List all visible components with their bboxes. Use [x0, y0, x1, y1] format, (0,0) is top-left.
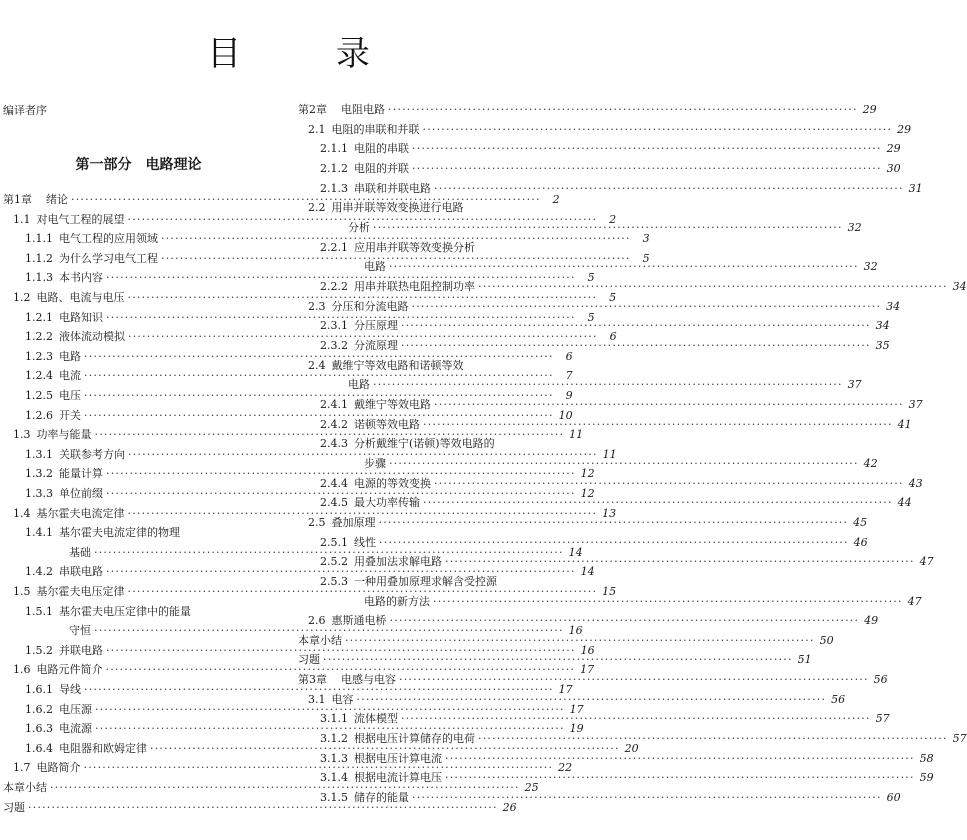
toc-entry-page: 2 [609, 212, 617, 226]
toc-entry[interactable] [3, 487, 595, 501]
toc-entry-number: 1.3.1 [25, 447, 53, 461]
toc-entry-page: 17 [558, 683, 573, 696]
leader-dots [445, 771, 915, 785]
toc-entry-page: 56 [873, 673, 888, 687]
toc-entry[interactable] [298, 594, 922, 609]
leader-dots [478, 280, 948, 294]
toc-entry-label: 电压 [59, 389, 81, 402]
toc-entry-label: 电路的新方法 [364, 594, 430, 608]
toc-entry[interactable] [298, 241, 566, 255]
toc-entry-label: 能量计算 [59, 467, 103, 481]
toc-entry-page: 12 [580, 487, 595, 500]
toc-entry-number: 1.5 [13, 585, 31, 598]
toc-entry-page: 60 [886, 791, 901, 805]
toc-entry-label: 分压原理 [354, 319, 398, 333]
toc-entry-label: 守恒 [69, 624, 91, 638]
toc-entry-label: 电源的等效变换 [354, 476, 431, 490]
toc-entry[interactable] [3, 741, 639, 756]
toc-entry[interactable] [298, 417, 912, 432]
toc-entry[interactable] [3, 781, 539, 795]
toc-entry-label: 用叠加法求解电路 [354, 555, 442, 569]
toc-entry-number: 2.5.2 [320, 555, 348, 569]
toc-entry[interactable] [3, 389, 573, 403]
toc-entry-page: 49 [864, 614, 879, 628]
toc-entry-page: 32 [863, 260, 878, 274]
leader-dots [388, 103, 858, 117]
toc-entry-page: 9 [565, 389, 573, 402]
toc-entry[interactable] [298, 614, 879, 628]
toc-entry[interactable] [3, 565, 595, 579]
toc-entry[interactable] [298, 692, 846, 707]
toc-entry[interactable] [298, 319, 890, 333]
toc-entry-page: 14 [568, 545, 583, 559]
toc-entry-page: 29 [862, 103, 877, 116]
toc-entry-page: 5 [642, 251, 650, 265]
toc-entry[interactable] [298, 220, 862, 235]
toc-entry[interactable] [298, 732, 967, 746]
leader-dots [423, 123, 893, 137]
toc-entry[interactable] [298, 103, 877, 117]
toc-entry[interactable] [3, 369, 573, 383]
leader-dots [399, 673, 869, 687]
toc-entry-number: 3.1.4 [320, 771, 348, 785]
toc-entry-number: 1.1.1 [25, 232, 53, 246]
toc-entry[interactable] [298, 161, 901, 176]
leader-dots [401, 712, 871, 726]
toc-entry[interactable] [3, 428, 584, 442]
toc-entry-label: 电压源 [59, 702, 92, 716]
toc-entry-page: 46 [853, 535, 868, 549]
leader-dots [445, 555, 915, 569]
leader-dots [434, 182, 904, 196]
toc-entry-label: 叠加原理 [331, 515, 376, 529]
part-title: 第一部分 电路理论 [75, 157, 202, 173]
toc-entry[interactable] [3, 545, 583, 560]
toc-entry-number: 1.4 [13, 506, 31, 520]
toc-entry[interactable] [3, 310, 595, 325]
toc-entry-number: 1.2.4 [25, 369, 53, 383]
toc-entry-number: 2.2.2 [320, 279, 348, 293]
toc-entry-page: 34 [952, 279, 967, 293]
toc-entry[interactable] [298, 397, 923, 412]
toc-entry-label: 储存的能量 [354, 791, 409, 805]
toc-entry-number: 2.5 [308, 515, 326, 529]
toc-entry-label: 电阻的并联 [354, 161, 409, 175]
toc-entry-number: 2.3 [308, 299, 326, 313]
toc-entry-page: 5 [587, 310, 595, 324]
toc-entry-label: 用串并联等效变换进行电路 [331, 201, 464, 215]
toc-entry[interactable] [298, 515, 868, 530]
toc-entry[interactable] [3, 506, 617, 521]
toc-entry-label: 电路、电流与电压 [36, 291, 125, 304]
toc-entry[interactable] [298, 279, 967, 294]
toc-entry-page: 16 [568, 624, 583, 638]
toc-entry[interactable] [3, 702, 584, 717]
leader-dots [433, 595, 903, 609]
leader-dots [389, 457, 859, 471]
leader-dots [390, 614, 860, 628]
toc-entry-label: 为什么学习电气工程 [59, 251, 158, 265]
toc-entry[interactable] [298, 476, 923, 491]
toc-entry[interactable] [3, 271, 595, 285]
toc-entry-number: 2.3.1 [320, 319, 348, 333]
toc-entry-label: 用串并联热电阻控制功率 [354, 279, 475, 293]
toc-entry-number: 1.2.1 [25, 310, 53, 324]
toc-entry[interactable] [3, 683, 573, 697]
toc-entry-number: 2.4.2 [320, 417, 348, 431]
toc-entry[interactable] [3, 585, 617, 599]
toc-entry[interactable] [298, 201, 566, 215]
toc-entry-number: 2.1.1 [320, 142, 348, 156]
toc-entry-number: 2.5.3 [320, 574, 348, 588]
toc-entry[interactable] [3, 800, 517, 815]
toc-entry[interactable] [3, 663, 595, 677]
toc-entry-label: 液体流动模拟 [59, 330, 125, 344]
toc-entry-number: 1.6.2 [25, 702, 53, 716]
toc-entry-page: 7 [565, 369, 573, 383]
toc-entry-number: 1.6.4 [25, 741, 53, 755]
toc-entry-page: 6 [609, 330, 617, 344]
toc-entry-number: 2.4.5 [320, 496, 348, 510]
toc-entry-number: 2.4.1 [320, 397, 348, 411]
toc-entry-number: 1.2.3 [25, 349, 53, 363]
toc-entry[interactable] [3, 722, 584, 736]
toc-entry-number: 1.2 [13, 291, 31, 304]
front-matter-entry[interactable] [3, 104, 274, 118]
toc-entry-page: 11 [602, 447, 617, 461]
toc-entry-number: 1.5.2 [25, 643, 53, 657]
toc-entry-page: 20 [624, 741, 639, 755]
toc-entry-label: 对电气工程的展望 [36, 212, 125, 226]
toc-entry-number: 1.6.1 [25, 683, 53, 696]
toc-entry-number: 1.7 [13, 761, 31, 775]
toc-entry-number: 1.2.2 [25, 330, 53, 344]
toc-entry-page: 19 [569, 722, 584, 736]
toc-entry-label: 分析 [348, 220, 370, 234]
toc-entry-page: 50 [819, 633, 834, 647]
leader-dots [379, 536, 849, 550]
toc-entry-page: 26 [502, 800, 517, 814]
toc-entry-number: 2.5.1 [320, 535, 348, 549]
toc-entry-page: 47 [907, 594, 922, 608]
leader-dots [478, 732, 948, 746]
toc-entry[interactable] [3, 447, 617, 462]
toc-entry-label: 电容 [331, 692, 354, 706]
toc-entry[interactable] [298, 437, 566, 451]
toc-entry-page: 30 [886, 161, 901, 175]
toc-entry[interactable] [298, 496, 912, 510]
toc-entry-page: 31 [908, 181, 923, 195]
toc-entry-page: 5 [587, 271, 595, 285]
front-matter-label: 编译者序 [3, 104, 47, 117]
toc-entry-page: 51 [797, 653, 812, 667]
toc-entry-page: 58 [919, 751, 934, 765]
toc-entry-label: 步骤 [364, 456, 386, 470]
toc-entry-page: 29 [886, 142, 901, 156]
toc-entry-number: 第2章 [298, 103, 327, 116]
toc-entry-label: 电阻的串联 [354, 142, 409, 156]
toc-entry-number: 2.2.1 [320, 240, 348, 254]
toc-entry-label: 习题 [298, 653, 320, 667]
toc-entry-page: 37 [847, 378, 862, 392]
toc-entry-page: 14 [580, 565, 595, 579]
toc-entry-page: 15 [602, 585, 617, 598]
toc-entry-number: 2.3.2 [320, 338, 348, 352]
toc-entry-page: 16 [580, 643, 595, 657]
toc-entry-label: 分压和分流电路 [331, 299, 409, 313]
toc-entry[interactable] [3, 761, 573, 775]
toc-entry[interactable] [3, 624, 583, 638]
toc-entry[interactable] [3, 330, 617, 344]
leader-dots [412, 791, 882, 805]
toc-entry[interactable] [298, 359, 566, 373]
toc-entry-page: 13 [602, 506, 617, 520]
toc-entry-label: 导线 [59, 683, 81, 696]
toc-entry[interactable] [298, 535, 868, 550]
toc-entry-page: 37 [908, 397, 923, 411]
toc-entry-page: 2 [552, 193, 560, 206]
toc-entry-label: 一种用叠加原理求解含受控源 [354, 574, 497, 588]
toc-entry-page: 34 [886, 299, 901, 313]
toc-entry-label: 电路 [364, 260, 386, 274]
toc-entry-label: 习题 [3, 800, 25, 814]
toc-entry-page: 17 [569, 702, 584, 716]
toc-entry-page: 45 [853, 515, 868, 529]
toc-entry-label: 电路知识 [59, 310, 103, 324]
toc-entry-label: 惠斯通电桥 [331, 614, 387, 628]
toc-entry[interactable] [298, 575, 566, 589]
toc-entry-page: 10 [558, 408, 573, 422]
toc-entry[interactable] [3, 643, 595, 658]
toc-entry-page: 35 [875, 338, 890, 352]
toc-entry-page: 57 [952, 732, 967, 746]
toc-entry-label: 基尔霍夫电流定律的物理 [59, 526, 180, 540]
toc-entry-number: 1.2.5 [25, 389, 53, 402]
toc-entry-number: 1.3 [13, 428, 31, 442]
toc-entry-label: 分流原理 [354, 338, 398, 352]
toc-entry-label: 诺顿等效电路 [354, 417, 420, 431]
toc-entry-label: 电流源 [59, 722, 92, 736]
toc-entry[interactable] [3, 408, 573, 423]
toc-entry-number: 2.6 [308, 614, 326, 628]
toc-entry-label: 戴维宁等效电路和诺顿等效 [331, 358, 464, 372]
toc-entry-number: 3.1.2 [320, 732, 348, 746]
toc-entry-label: 电路 [348, 378, 370, 392]
toc-entry-page: 5 [609, 291, 617, 304]
toc-entry-label: 基尔霍夫电流定律 [36, 506, 125, 520]
toc-entry-number: 1.4.1 [25, 526, 53, 540]
leader-dots [412, 142, 882, 156]
leader-dots [401, 339, 871, 353]
toc-entry-label: 基尔霍夫电压定律 [36, 585, 125, 598]
toc-entry-label: 电阻电路 [341, 103, 385, 116]
toc-entry-label: 单位前缀 [59, 487, 103, 500]
leader-dots [423, 418, 893, 432]
toc-entry[interactable] [298, 673, 888, 687]
toc-entry-number: 1.5.1 [25, 604, 53, 618]
toc-entry-label: 电流 [59, 369, 81, 383]
toc-entry-number: 1.2.6 [25, 408, 53, 422]
leader-dots [373, 378, 843, 392]
toc-entry-number: 第3章 [298, 673, 327, 687]
toc-entry-label: 根据电压计算储存的电荷 [354, 732, 475, 746]
toc-entry-label: 电路元件简介 [36, 663, 103, 677]
toc-entry-page: 11 [569, 428, 584, 442]
toc-entry[interactable] [298, 771, 934, 785]
leader-dots [379, 516, 849, 530]
leader-dots [345, 634, 815, 648]
leader-dots [412, 162, 882, 176]
toc-entry-page: 32 [847, 220, 862, 234]
toc-entry[interactable] [3, 467, 595, 481]
toc-entry[interactable] [298, 122, 912, 137]
toc-entry-label: 绪论 [46, 193, 68, 206]
toc-entry-page: 29 [897, 122, 912, 136]
toc-entry-page: 44 [897, 496, 912, 510]
toc-entry-number: 3.1.5 [320, 791, 348, 805]
page-title: 目 录 [207, 34, 412, 74]
toc-entry-page: 34 [875, 319, 890, 333]
toc-entry-number: 2.4 [308, 358, 326, 372]
toc-entry[interactable] [298, 181, 923, 196]
toc-entry-label: 本章小结 [3, 781, 47, 794]
leader-dots [357, 693, 827, 707]
toc-entry-label: 电阻器和欧姆定律 [59, 741, 147, 755]
toc-entry[interactable] [298, 555, 934, 569]
toc-entry-label: 串联电路 [59, 565, 103, 579]
leader-dots [434, 477, 904, 491]
toc-entry-label: 分析戴维宁(诺顿)等效电路的 [354, 437, 495, 451]
toc-entry-label: 流体模型 [354, 712, 398, 726]
toc-entry[interactable] [3, 291, 617, 305]
toc-entry-label: 应用串并联等效变换分析 [354, 240, 475, 254]
toc-entry-label: 电阻的串联和并联 [331, 122, 420, 136]
toc-entry-label: 电路 [59, 349, 81, 363]
toc-entry-number: 1.1.2 [25, 251, 53, 265]
toc-entry-number: 2.4.4 [320, 476, 348, 490]
toc-entry-page: 47 [919, 555, 934, 569]
toc-entry[interactable] [3, 232, 650, 246]
toc-entry-page: 41 [897, 417, 912, 431]
toc-entry-page: 25 [524, 781, 539, 794]
toc-entry-number: 1.4.2 [25, 565, 53, 579]
toc-entry-label: 并联电路 [59, 643, 103, 657]
toc-entry[interactable] [298, 456, 878, 471]
leader-dots [434, 398, 904, 412]
toc-entry[interactable] [298, 260, 878, 274]
leader-dots [401, 319, 871, 333]
toc-entry-number: 1.6.3 [25, 722, 53, 736]
toc-entry-page: 17 [580, 663, 595, 677]
toc-entry[interactable] [298, 791, 901, 805]
toc-entry[interactable] [298, 378, 862, 392]
toc-entry-number: 1.1.3 [25, 271, 53, 285]
toc-entry-page: 59 [919, 771, 934, 785]
toc-entry[interactable] [298, 751, 934, 766]
toc-entry-number: 1.1 [13, 212, 31, 226]
toc-entry-label: 戴维宁等效电路 [354, 397, 431, 411]
leader-dots [423, 496, 893, 510]
toc-entry-number: 1.3.2 [25, 467, 53, 481]
toc-entry[interactable] [298, 633, 834, 648]
toc-entry-page: 42 [863, 456, 878, 470]
toc-entry[interactable] [298, 142, 901, 156]
toc-entry-number: 2.2 [308, 201, 326, 215]
leader-dots [445, 752, 915, 766]
toc-entry-label: 开关 [59, 408, 81, 422]
leader-dots [412, 300, 882, 314]
toc-entry-page: 3 [642, 232, 650, 246]
toc-entry-label: 串联和并联电路 [354, 181, 431, 195]
toc-entry-label: 功率与能量 [36, 428, 92, 442]
toc-entry-label: 线性 [354, 535, 376, 549]
toc-entry[interactable] [3, 349, 573, 364]
toc-entry-number: 1.3.3 [25, 487, 53, 500]
toc-entry-page: 43 [908, 476, 923, 490]
toc-entry-number: 2.4.3 [320, 437, 348, 451]
toc-entry-number: 2.1 [308, 122, 326, 136]
toc-entry-page: 57 [875, 712, 890, 726]
leader-dots [323, 653, 793, 667]
toc-entry-label: 基础 [69, 545, 91, 559]
toc-entry-number: 3.1.1 [320, 712, 348, 726]
toc-entry-label: 电气工程的应用领域 [59, 232, 158, 246]
toc-entry[interactable] [298, 653, 812, 667]
toc-entry[interactable] [3, 251, 650, 266]
toc-entry[interactable] [298, 712, 890, 726]
toc-entry-page: 12 [580, 467, 595, 481]
toc-entry-number: 3.1.3 [320, 751, 348, 765]
toc-entry[interactable] [298, 338, 890, 353]
toc-entry-number: 2.1.2 [320, 161, 348, 175]
toc-entry[interactable] [3, 193, 560, 207]
toc-entry-label: 本书内容 [59, 271, 103, 285]
leader-dots [389, 260, 859, 274]
toc-entry-label: 本章小结 [298, 633, 342, 647]
toc-entry-number: 1.6 [13, 663, 31, 677]
toc-entry-label: 最大功率传输 [354, 496, 420, 510]
toc-entry-page: 56 [831, 692, 846, 706]
toc-entry[interactable] [3, 526, 274, 540]
toc-entry-label: 基尔霍夫电压定律中的能量 [59, 604, 191, 618]
leader-dots [373, 221, 843, 235]
toc-entry-label: 关联参考方向 [59, 447, 125, 461]
toc-entry[interactable] [3, 605, 274, 619]
toc-entry-label: 电感与电容 [341, 673, 396, 687]
toc-entry-label: 电路简介 [36, 761, 81, 775]
toc-entry[interactable] [298, 299, 901, 314]
toc-entry-label: 根据电压计算电流 [354, 751, 442, 765]
toc-entry-label: 根据电流计算电压 [354, 771, 442, 785]
toc-entry-page: 22 [558, 761, 573, 775]
toc-entry-number: 第1章 [3, 193, 32, 206]
toc-entry-page: 6 [565, 349, 573, 363]
toc-entry-number: 3.1 [308, 692, 326, 706]
toc-entry-number: 2.1.3 [320, 181, 348, 195]
